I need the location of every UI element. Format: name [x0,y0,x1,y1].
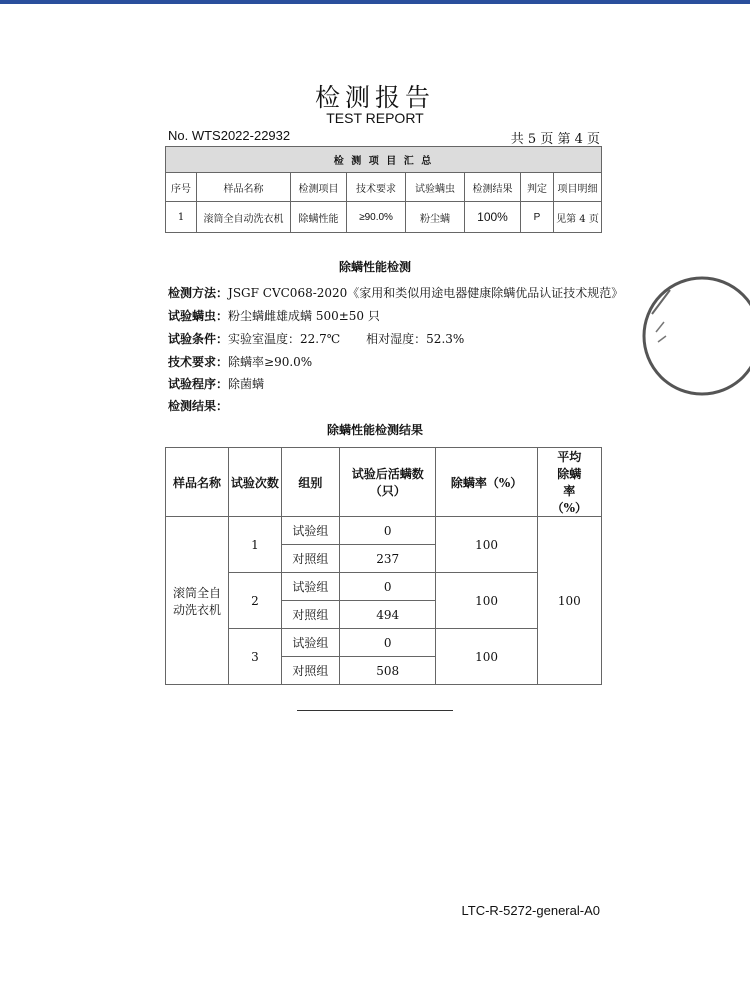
count-cell: 0 [340,629,436,657]
trial-no: 1 [229,517,282,573]
table-row [166,573,602,601]
group-cell: 试验组 [281,573,339,601]
col-header: 检测结果 [465,173,521,202]
col-header: 平均除螨率（%） [537,448,601,517]
col-header: 试验螨虫 [406,173,465,202]
table-row [166,517,602,545]
sample-name-cell: 滚筒全自动洗衣机 [166,517,229,685]
col-header: 检测项目 [291,173,347,202]
info-label: 试验螨虫： [168,309,229,323]
group-cell: 对照组 [281,545,339,573]
group-cell: 对照组 [281,657,339,685]
info-label: 试验程序： [168,377,229,391]
info-label: 检测方法： [168,286,229,300]
section-title: 除螨性能检测 [338,260,411,274]
results-table [165,447,602,685]
col-header: 序号 [166,173,197,202]
info-value: 实验室温度：22.7℃ [228,332,341,346]
col-header: 项目明细 [554,173,602,202]
cell: 除螨性能 [291,202,347,233]
avg-rate-cell: 100 [537,517,601,685]
count-cell: 494 [340,601,436,629]
count-cell: 0 [340,573,436,601]
info-mite [168,307,380,324]
info-procedure [168,375,264,392]
col-header: 试验后活螨数（只） [340,448,436,517]
table-row [166,202,602,233]
info-value: 除螨率≥90.0% [228,355,313,369]
cell: 粉尘螨 [406,202,465,233]
group-cell: 试验组 [281,517,339,545]
page-info: 共 5 页 第 4 页 [510,132,600,147]
trial-no: 2 [229,573,282,629]
rate-cell: 100 [436,629,537,685]
col-header: 试验次数 [229,448,282,517]
signature-line [297,710,453,711]
results-header-row [166,448,602,517]
info-value: 粉尘螨雌雄成螨 500±50 只 [228,309,380,323]
col-header: 组别 [281,448,339,517]
info-value: JSGF CVC068-2020《家用和类似用途电器健康除螨优品认证技术规范》 [228,286,624,300]
summary-header-row [166,173,602,202]
trial-no: 3 [229,629,282,685]
rate-cell: 100 [436,517,537,573]
count-cell: 237 [340,545,436,573]
info-method [168,284,623,301]
col-header: 除螨率（%） [436,448,537,517]
info-label: 试验条件： [168,332,229,346]
report-title-en: TEST REPORT [326,110,424,126]
count-cell: 0 [340,517,436,545]
info-result [168,397,228,414]
cell: 100% [465,202,521,233]
count-cell: 508 [340,657,436,685]
report-number: No. WTS2022-22932 [168,128,291,143]
group-cell: 对照组 [281,601,339,629]
table-row [166,629,602,657]
cell: P [521,202,554,233]
col-header: 判定 [521,173,554,202]
info-requirement [168,353,312,370]
results-title: 除螨性能检测结果 [326,423,423,437]
summary-caption: 检 测 项 目 汇 总 [166,147,602,173]
rate-cell: 100 [436,573,537,629]
col-header: 样品名称 [166,448,229,517]
col-header: 样品名称 [197,173,291,202]
footer-code: LTC-R-5272-general-A0 [461,903,600,918]
info-label: 技术要求： [168,355,229,369]
info-conditions [168,330,464,347]
cell: 1 [166,202,197,233]
cell: 见第 4 页 [554,202,602,233]
cell: 滚筒全自动洗衣机 [197,202,291,233]
cell: ≥90.0% [347,202,406,233]
group-cell: 试验组 [281,629,339,657]
top-border [0,0,750,4]
official-seal-icon [640,272,750,400]
col-header: 技术要求 [347,173,406,202]
report-title-cn: 检测报告 [314,83,435,112]
info-value: 除菌螨 [228,377,265,391]
info-label: 检测结果： [168,399,229,413]
summary-table [165,146,602,233]
info-value: 相对湿度：52.3% [366,332,465,346]
